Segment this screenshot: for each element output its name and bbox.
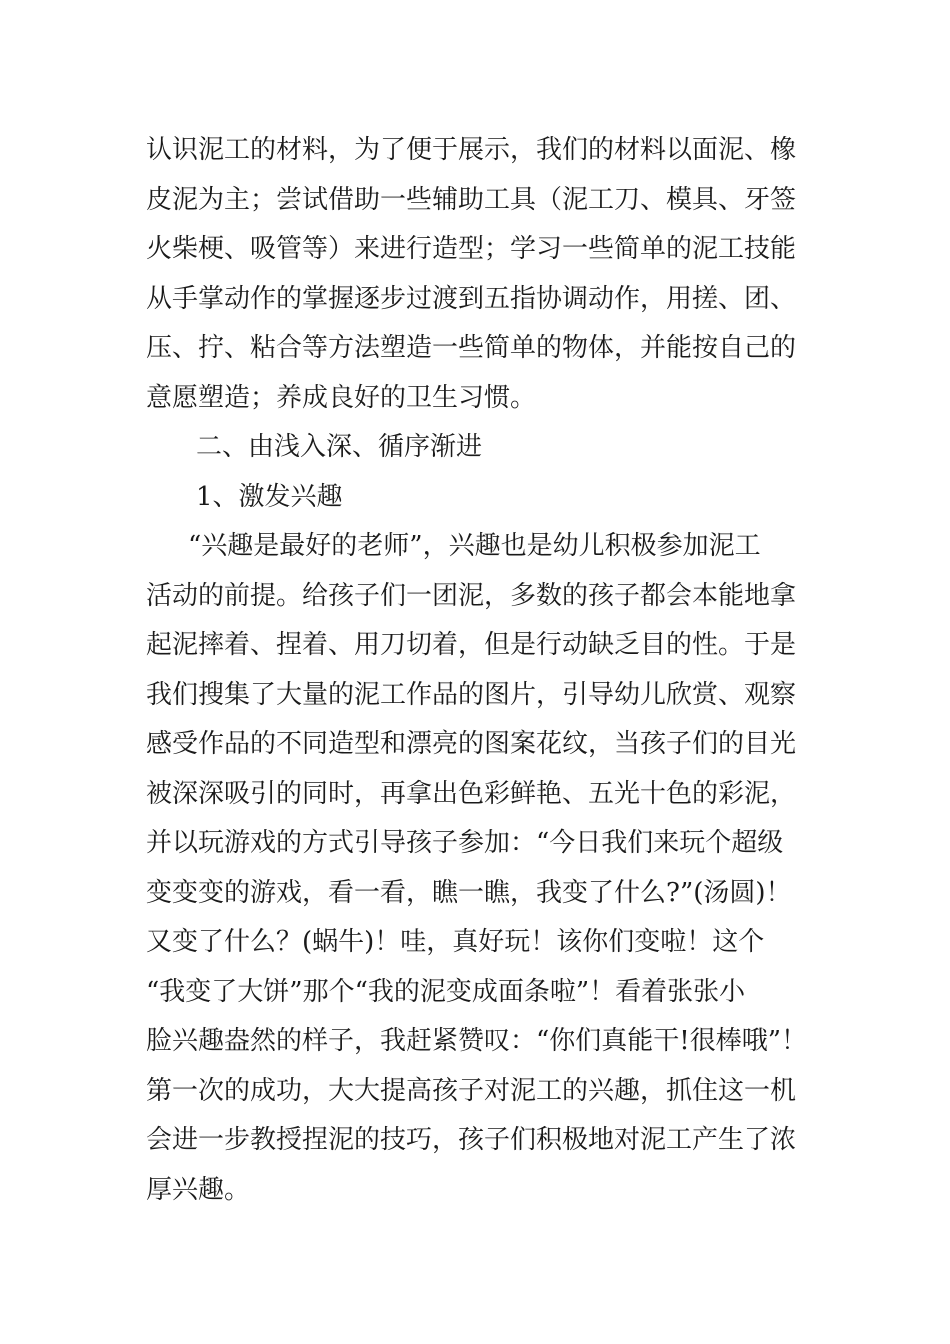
- paragraph-line: 厚兴趣。: [146, 1175, 251, 1205]
- paragraph-line: 认识泥工的材料，为了便于展示，我们的材料以面泥、橡: [146, 135, 797, 165]
- paragraph-line: 被深深吸引的同时，再拿出色彩鲜艳、五光十色的彩泥，: [146, 779, 797, 809]
- paragraph-line: 第一次的成功，大大提高孩子对泥工的兴趣，抓住这一机: [146, 1076, 797, 1106]
- paragraph-line: 会进一步教授捏泥的技巧，孩子们积极地对泥工产生了浓: [146, 1125, 797, 1155]
- paragraph-line: 压、拧、粘合等方法塑造一些简单的物体，并能按自己的: [146, 333, 797, 363]
- paragraph-line: “兴趣是最好的老师”，兴趣也是幼儿积极参加泥工: [188, 531, 761, 561]
- paragraph-line: 又变了什么？(蜗牛)！哇，真好玩！该你们变啦！这个: [146, 927, 765, 957]
- paragraph-line: 意愿塑造；养成良好的卫生习惯。: [146, 383, 537, 413]
- paragraph-line: 变变变的游戏，看一看，瞧一瞧，我变了什么?”(汤圆)！: [146, 878, 792, 908]
- paragraph-line: “我变了大饼”那个“我的泥变成面条啦”！看着张张小: [146, 977, 746, 1007]
- paragraph-line: 活动的前提。给孩子们一团泥，多数的孩子都会本能地拿: [146, 581, 797, 611]
- paragraph-line: 火柴梗、吸管等）来进行造型；学习一些简单的泥工技能: [146, 234, 797, 264]
- paragraph-line: 感受作品的不同造型和漂亮的图案花纹，当孩子们的目光: [146, 729, 797, 759]
- paragraph-line: 从手掌动作的掌握逐步过渡到五指协调动作，用搓、团、: [146, 284, 797, 314]
- paragraph-line: 脸兴趣盎然的样子，我赶紧赞叹：“你们真能干!很棒哦”！: [146, 1026, 808, 1056]
- paragraph-line: 皮泥为主；尝试借助一些辅助工具（泥工刀、模具、牙签: [146, 185, 797, 215]
- paragraph-line: 起泥摔着、捏着、用刀切着，但是行动缺乏目的性。于是: [146, 630, 797, 660]
- paragraph-line: 我们搜集了大量的泥工作品的图片，引导幼儿欣赏、观察: [146, 680, 797, 710]
- section-heading: 二、由浅入深、循序渐进: [196, 432, 483, 462]
- subsection-heading: 1、激发兴趣: [196, 482, 343, 512]
- paragraph-line: 并以玩游戏的方式引导孩子参加：“今日我们来玩个超级: [146, 828, 784, 858]
